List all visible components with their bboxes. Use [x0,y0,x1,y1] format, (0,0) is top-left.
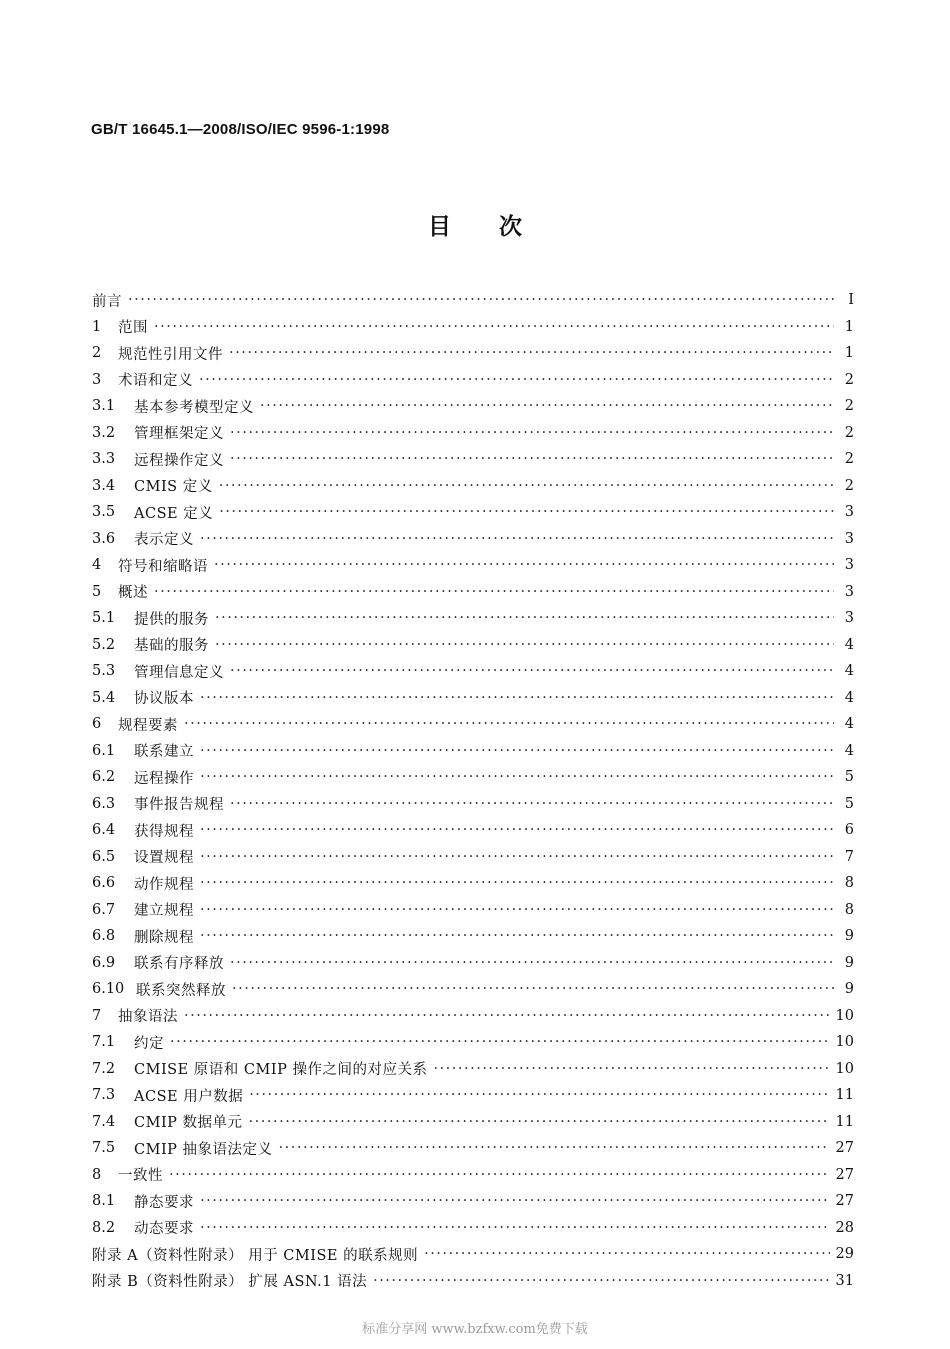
toc-entry-label: 管理框架定义 [134,426,224,443]
toc-entry-number: 6.7 [92,901,116,918]
toc-entry-page: 3 [844,557,854,574]
toc-entry-label: 表示定义 [134,532,194,549]
toc-entry-label: CMIP 抽象语法定义 [134,1141,273,1158]
toc-entry[interactable] [92,1109,854,1136]
toc-entry-number: 2 [92,345,102,362]
standard-number: GB/T 16645.1—2008/ISO/IEC 9596-1:1998 [91,121,390,138]
toc-entry-label: 联系有序释放 [134,956,224,973]
toc-entry[interactable] [92,287,854,314]
toc-entry[interactable] [92,1215,854,1242]
toc-entry[interactable] [92,791,854,818]
toc-entry-number: 6.5 [92,848,116,865]
toc-entry-number: 6.6 [92,875,116,892]
toc-entry[interactable] [92,738,854,765]
toc-entry-number: 8 [92,1166,102,1183]
toc-leader-dots [230,955,834,971]
toc-entry-page: 6 [844,822,854,839]
toc-entry-label: 联系突然释放 [136,982,226,999]
toc-entry-label: 远程操作 [134,770,194,787]
toc-entry-number: 7 [92,1007,102,1024]
toc-entry-page: 7 [844,848,854,865]
toc-entry-number: 3.1 [92,398,116,415]
toc-leader-dots [230,451,834,467]
toc-entry-page: 27 [835,1140,854,1157]
toc-entry-page: 3 [844,583,854,600]
toc-leader-dots [200,1193,830,1209]
toc-entry-label: 设置规程 [134,850,194,867]
toc-entry-page: 10 [835,1007,854,1024]
toc-entry-number: 3.5 [92,504,116,521]
toc-entry-label: 动作规程 [134,876,194,893]
table-of-contents [92,287,854,1294]
toc-entry-page: 9 [844,928,854,945]
toc-entry[interactable] [92,658,854,685]
toc-entry[interactable] [92,1082,854,1109]
toc-entry[interactable] [92,314,854,341]
toc-entry-label: 事件报告规程 [134,797,224,814]
toc-entry-page: 10 [835,1060,854,1077]
toc-entry-label: 基础的服务 [134,638,209,655]
toc-entry-number: 8.2 [92,1219,116,1236]
toc-entry-page: 3 [844,504,854,521]
toc-leader-dots [373,1273,829,1289]
toc-entry-page: 3 [844,610,854,627]
toc-entry-label: 附录 A（资料性附录） 用于 CMISE 的联系规则 [92,1247,419,1264]
toc-entry-label: 抽象语法 [118,1009,178,1026]
toc-entry-number: 6.3 [92,795,116,812]
toc-entry-page: 5 [844,795,854,812]
toc-entry[interactable] [92,844,854,871]
toc-entry-number: 3.6 [92,530,116,547]
toc-entry-label: 一致性 [118,1168,163,1185]
toc-leader-dots [249,1087,829,1103]
toc-entry[interactable] [92,552,854,579]
toc-leader-dots [200,690,834,706]
toc-entry-label: 管理信息定义 [134,664,224,681]
toc-leader-dots [200,875,834,891]
toc-leader-dots [229,345,834,361]
toc-entry-page: 4 [844,636,854,653]
toc-leader-dots [260,398,834,414]
toc-entry-page: 1 [844,345,854,362]
toc-leader-dots [184,1008,830,1024]
toc-entry[interactable] [92,420,854,447]
toc-entry-page: 3 [844,530,854,547]
toc-entry-page: 9 [844,981,854,998]
toc-entry-label: 概述 [118,585,148,602]
toc-entry-page: 10 [835,1034,854,1051]
toc-entry[interactable] [92,764,854,791]
toc-entry-label: 静态要求 [134,1194,194,1211]
toc-entry[interactable] [92,393,854,420]
toc-leader-dots [279,1140,830,1156]
toc-entry[interactable] [92,367,854,394]
toc-leader-dots [219,504,834,520]
toc-entry-page: 2 [844,424,854,441]
toc-entry-label: 范围 [118,320,148,337]
toc-entry-label: 远程操作定义 [134,452,224,469]
toc-entry[interactable] [92,870,854,897]
toc-entry-number: 7.1 [92,1034,116,1051]
toc-entry-label: 基本参考模型定义 [134,399,254,416]
toc-entry-page: 4 [844,716,854,733]
toc-entry-label: 动态要求 [134,1221,194,1238]
toc-entry-page: 8 [844,875,854,892]
toc-entry-page: 9 [844,954,854,971]
toc-leader-dots [249,1114,830,1130]
toc-entry[interactable] [92,1188,854,1215]
toc-entry-number: 5.1 [92,610,116,627]
toc-entry-number: 5 [92,583,102,600]
toc-entry[interactable] [92,685,854,712]
toc-entry-page: 5 [844,769,854,786]
toc-entry-page: 4 [844,663,854,680]
toc-entry-label: ACSE 用户数据 [134,1088,244,1105]
toc-leader-dots [154,584,834,600]
toc-leader-dots [169,1167,830,1183]
toc-entry[interactable] [92,1003,854,1030]
toc-leader-dots [433,1061,829,1077]
toc-entry-number: 6.2 [92,769,116,786]
toc-leader-dots [154,319,834,335]
toc-entry-number: 7.5 [92,1140,116,1157]
toc-entry-label: 附录 B（资料性附录） 扩展 ASN.1 语法 [92,1274,368,1291]
toc-entry-label: CMIP 数据单元 [134,1115,243,1132]
page-title: 目 次 [427,214,522,240]
toc-leader-dots [230,663,834,679]
toc-entry[interactable] [92,950,854,977]
toc-entry-label: 规范性引用文件 [118,346,223,363]
toc-entry[interactable] [92,579,854,606]
toc-entry-number: 7.4 [92,1113,116,1130]
toc-leader-dots [184,716,834,732]
toc-entry-page: 1 [844,318,854,335]
toc-entry-number: 4 [92,557,102,574]
toc-leader-dots [200,928,834,944]
toc-entry[interactable] [92,499,854,526]
toc-leader-dots [199,372,834,388]
toc-entry-label: 前言 [92,293,122,310]
toc-entry-page: 8 [844,901,854,918]
toc-entry[interactable] [92,1056,854,1083]
toc-entry-label: 约定 [134,1035,164,1052]
toc-entry-page: 11 [835,1113,854,1130]
toc-entry-page: 11 [835,1087,854,1104]
toc-entry-label: 符号和缩略语 [118,558,208,575]
toc-leader-dots [200,531,834,547]
toc-entry-number: 6.1 [92,742,116,759]
toc-entry-label: 获得规程 [134,823,194,840]
toc-leader-dots [200,902,834,918]
toc-entry-page: 31 [835,1272,854,1289]
toc-entry-label: 提供的服务 [134,611,209,628]
toc-entry-page: 28 [835,1219,854,1236]
toc-entry-label: 删除规程 [134,929,194,946]
toc-entry[interactable] [92,473,854,500]
toc-entry[interactable] [92,817,854,844]
toc-entry-number: 3.3 [92,451,116,468]
toc-entry-number: 3.4 [92,477,116,494]
toc-entry-page: 4 [844,689,854,706]
toc-entry-number: 3 [92,371,102,388]
toc-entry-page: 2 [844,477,854,494]
toc-entry-page: 2 [844,371,854,388]
toc-entry[interactable] [92,1162,854,1189]
toc-leader-dots [219,478,834,494]
toc-entry[interactable] [92,1029,854,1056]
toc-entry-label: 规程要素 [118,717,178,734]
toc-entry[interactable] [92,923,854,950]
toc-entry-number: 6.8 [92,928,116,945]
toc-entry-page: 4 [844,742,854,759]
toc-leader-dots [128,292,834,308]
toc-entry-number: 5.2 [92,636,116,653]
toc-entry[interactable] [92,632,854,659]
toc-entry-label: 建立规程 [134,903,194,920]
toc-leader-dots [214,557,834,573]
toc-entry-page: Ⅰ [848,292,854,309]
toc-entry-number: 5.3 [92,663,116,680]
toc-entry[interactable] [92,897,854,924]
toc-leader-dots [230,425,834,441]
toc-entry-number: 7.2 [92,1060,116,1077]
toc-entry[interactable] [92,1135,854,1162]
toc-entry-number: 7.3 [92,1087,116,1104]
toc-entry-number: 6.4 [92,822,116,839]
toc-entry-number: 6.9 [92,954,116,971]
toc-entry[interactable] [92,711,854,738]
toc-entry-number: 6 [92,716,102,733]
toc-leader-dots [200,822,834,838]
toc-entry-page: 29 [835,1246,854,1263]
toc-leader-dots [215,610,834,626]
toc-entry[interactable] [92,605,854,632]
toc-leader-dots [170,1034,830,1050]
toc-entry-number: 8.1 [92,1193,116,1210]
toc-entry[interactable] [92,526,854,553]
toc-entry-page: 27 [835,1166,854,1183]
toc-leader-dots [424,1246,829,1262]
toc-entry[interactable] [92,1241,854,1268]
toc-entry-label: 术语和定义 [118,373,193,390]
toc-leader-dots [200,769,834,785]
toc-leader-dots [200,849,834,865]
toc-entry-label: 联系建立 [134,744,194,761]
toc-leader-dots [200,743,834,759]
toc-leader-dots [230,796,834,812]
toc-entry-page: 27 [835,1193,854,1210]
toc-leader-dots [200,1220,830,1236]
toc-entry-number: 5.4 [92,689,116,706]
toc-leader-dots [232,981,834,997]
toc-entry-page: 2 [844,451,854,468]
toc-entry-label: CMIS 定义 [134,479,213,496]
toc-entry-label: CMISE 原语和 CMIP 操作之间的对应关系 [134,1062,428,1079]
toc-entry-number: 3.2 [92,424,116,441]
watermark-footer: 标准分享网 www.bzfxw.com免费下载 [362,1322,588,1337]
toc-entry[interactable] [92,976,854,1003]
toc-entry-number: 6.10 [92,981,125,998]
toc-entry[interactable] [92,340,854,367]
toc-entry[interactable] [92,446,854,473]
toc-leader-dots [215,637,834,653]
toc-entry-label: 协议版本 [134,691,194,708]
toc-entry-page: 2 [844,398,854,415]
toc-entry[interactable] [92,1268,854,1295]
toc-entry-label: ACSE 定义 [134,505,214,522]
toc-entry-number: 1 [92,318,102,335]
